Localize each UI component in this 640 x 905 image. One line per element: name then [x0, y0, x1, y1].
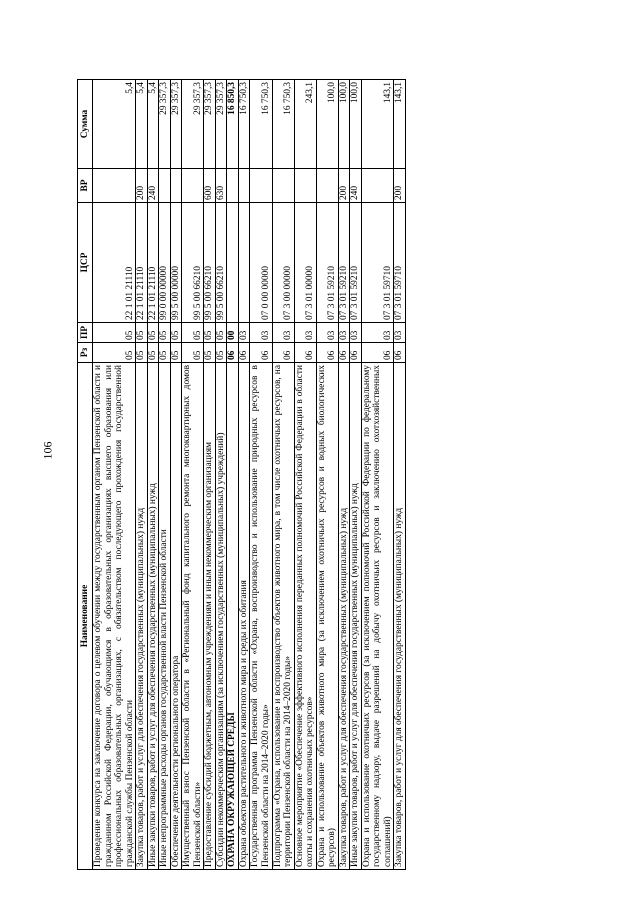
cell-rz: 06: [227, 343, 239, 363]
cell-name: ОХРАНА ОКРУЖАЮЩЕЙ СРЕДЫ: [227, 363, 239, 870]
cell-rz: 05: [147, 343, 159, 363]
cell-vr: [182, 169, 204, 203]
cell-sum: 29 357,3: [215, 80, 227, 169]
cell-sum: 16 750,3: [238, 80, 250, 169]
cell-vr: [170, 169, 182, 203]
cell-sum: 100,0: [316, 80, 338, 169]
cell-csr: 07 3 00 00000: [272, 203, 294, 323]
cell-vr: [316, 169, 338, 203]
cell-pr: 03: [394, 323, 406, 343]
cell-rz: 06: [238, 343, 250, 363]
cell-vr: [159, 169, 171, 203]
cell-sum: 29 357,3: [182, 80, 204, 169]
rotated-table-container: [77, 80, 563, 870]
cell-name: Основное мероприятие «Обеспечение эффективного исполнения переданных полномочий Российской Федерации в области охоты и сохранения охотничьих ресурсов»: [294, 363, 316, 870]
table-row: [294, 80, 316, 870]
cell-vr: 240: [350, 169, 362, 203]
cell-pr: 05: [159, 323, 171, 343]
cell-sum: 143,1: [361, 80, 394, 169]
cell-sum: 100,0: [350, 80, 362, 169]
cell-name: Охрана и использование охотничьих ресурсов (за исключением полномочий Российской Федерации по федеральному государственному надзору, выдаче разрешений на добычу охотничьих ресурсов и заключению охотхозяйственных соглашений): [361, 363, 394, 870]
table-row: [316, 80, 338, 870]
cell-csr: 07 0 00 00000: [250, 203, 272, 323]
cell-name: Закупка товаров, работ и услуг для обеспечения государственных (муниципальных) нужд: [136, 363, 148, 870]
cell-name: Охрана объектов растительного и животного мира и среды их обитания: [238, 363, 250, 870]
cell-name: Субсидии некоммерческим организациям (за исключением государственных (муниципальных) учреждений): [215, 363, 227, 870]
cell-pr: 05: [170, 323, 182, 343]
cell-sum: 243,1: [294, 80, 316, 169]
cell-pr: 03: [361, 323, 394, 343]
cell-csr: 22 1 01 21110: [136, 203, 148, 323]
table-row: [394, 80, 406, 870]
table-row: [147, 80, 159, 870]
cell-rz: 05: [170, 343, 182, 363]
cell-pr: 03: [250, 323, 272, 343]
cell-name: Обеспечение деятельности регионального оператора: [170, 363, 182, 870]
cell-sum: 5,4: [93, 80, 136, 169]
cell-csr: 99 5 00 66210: [204, 203, 216, 323]
cell-vr: [250, 169, 272, 203]
header-pr: ПР: [78, 323, 93, 343]
table-row: [350, 80, 362, 870]
cell-vr: 240: [147, 169, 159, 203]
cell-vr: 200: [136, 169, 148, 203]
cell-csr: 99 5 00 66210: [215, 203, 227, 323]
cell-vr: [227, 169, 239, 203]
cell-csr: 07 3 01 59710: [361, 203, 394, 323]
cell-csr: [238, 203, 250, 323]
cell-pr: 05: [136, 323, 148, 343]
cell-vr: [93, 169, 136, 203]
cell-name: Закупка товаров, работ и услуг для обеспечения государственных (муниципальных) нужд: [338, 363, 350, 870]
cell-vr: 600: [204, 169, 216, 203]
cell-rz: 05: [159, 343, 171, 363]
cell-sum: 16 850,3: [227, 80, 239, 169]
table-row: [182, 80, 204, 870]
cell-sum: 143,1: [394, 80, 406, 169]
cell-vr: [272, 169, 294, 203]
table-row: [227, 80, 239, 870]
cell-name: Предоставление субсидий бюджетным, автономным учреждениям и иным некоммерческим организациям: [204, 363, 216, 870]
cell-sum: 29 357,3: [159, 80, 171, 169]
cell-sum: 16 750,3: [272, 80, 294, 169]
cell-rz: 06: [361, 343, 394, 363]
cell-vr: [361, 169, 394, 203]
cell-rz: 05: [204, 343, 216, 363]
cell-sum: 5,4: [147, 80, 159, 169]
cell-sum: 29 357,3: [170, 80, 182, 169]
cell-pr: 03: [238, 323, 250, 343]
table-body: [93, 80, 406, 870]
table-row: [250, 80, 272, 870]
cell-rz: 06: [272, 343, 294, 363]
cell-rz: 06: [350, 343, 362, 363]
cell-pr: 00: [227, 323, 239, 343]
table-row: [159, 80, 171, 870]
cell-name: Иные закупки товаров, работ и услуг для обеспечения государственных (муниципальных) нужд: [350, 363, 362, 870]
header-name: Наименование: [78, 363, 93, 870]
table-row: [93, 80, 136, 870]
cell-vr: 630: [215, 169, 227, 203]
cell-csr: 07 3 01 59210: [338, 203, 350, 323]
cell-csr: 07 3 01 59210: [316, 203, 338, 323]
cell-csr: 07 3 01 00000: [294, 203, 316, 323]
cell-name: Проведение конкурса на заключение договора о целевом обучении между государственным органом Пензенской области и гражданином Российской Федерации, обучающимся в образовательных организациях высшего образования или профессиональных образовательных организациях, с обязательством последующего прохождения государственной гражданской службы Пензенской области: [93, 363, 136, 870]
header-sum: Сумма: [78, 80, 93, 169]
cell-name: Закупка товаров, работ и услуг для обеспечения государственных (муниципальных) нужд: [394, 363, 406, 870]
cell-csr: 07 3 01 59710: [394, 203, 406, 323]
cell-name: Подпрограмма «Охрана, использование и воспроизводство объектов животного мира, в том числе охотничьих ресурсов, на территории Пензенской области на 2014–2020 годы»: [272, 363, 294, 870]
cell-sum: 100,0: [338, 80, 350, 169]
table-row: [170, 80, 182, 870]
cell-rz: 05: [136, 343, 148, 363]
cell-name: Иные непрограммные расходы органов государственной власти Пензенской области: [159, 363, 171, 870]
page-number: 106: [40, 441, 55, 460]
cell-csr: 99 5 00 66210: [182, 203, 204, 323]
cell-vr: [238, 169, 250, 203]
cell-csr: 22 1 01 21110: [93, 203, 136, 323]
cell-name: Иные закупки товаров, работ и услуг для обеспечения государственных (муниципальных) нужд: [147, 363, 159, 870]
cell-pr: 03: [338, 323, 350, 343]
cell-vr: 200: [338, 169, 350, 203]
cell-vr: 200: [394, 169, 406, 203]
cell-rz: 06: [338, 343, 350, 363]
table-row: [136, 80, 148, 870]
table-row: [338, 80, 350, 870]
cell-pr: 03: [294, 323, 316, 343]
cell-rz: 05: [93, 343, 136, 363]
cell-rz: 06: [394, 343, 406, 363]
cell-rz: 06: [316, 343, 338, 363]
cell-name: Охрана и использование объектов животного мира (за исключением охотничьих ресурсов и водных биологических ресурсов): [316, 363, 338, 870]
header-vr: ВР: [78, 169, 93, 203]
cell-pr: 03: [272, 323, 294, 343]
cell-name: Государственная программа Пензенской области «Охрана, воспроизводство и использование природных ресурсов в Пензенской области на 2014–2020 годы»: [250, 363, 272, 870]
cell-sum: 16 750,3: [250, 80, 272, 169]
cell-name: Имущественный взнос Пензенской области в «Региональный фонд капитального ремонта многоквартирных домов Пензенской области»: [182, 363, 204, 870]
cell-sum: 29 357,3: [204, 80, 216, 169]
cell-csr: 99 5 00 00000: [170, 203, 182, 323]
cell-pr: 03: [350, 323, 362, 343]
table-row: [215, 80, 227, 870]
cell-sum: 5,4: [136, 80, 148, 169]
cell-pr: 05: [147, 323, 159, 343]
cell-csr: 22 1 01 21110: [147, 203, 159, 323]
cell-csr: [227, 203, 239, 323]
table-header-row: [78, 80, 93, 870]
cell-pr: 05: [182, 323, 204, 343]
cell-csr: 07 3 01 59210: [350, 203, 362, 323]
cell-rz: 05: [182, 343, 204, 363]
cell-vr: [294, 169, 316, 203]
cell-pr: 05: [204, 323, 216, 343]
cell-csr: 99 0 00 00000: [159, 203, 171, 323]
cell-pr: 05: [93, 323, 136, 343]
table-row: [204, 80, 216, 870]
cell-pr: 05: [215, 323, 227, 343]
table-row: [272, 80, 294, 870]
header-csr: ЦСР: [78, 203, 93, 323]
cell-rz: 05: [215, 343, 227, 363]
cell-rz: 06: [250, 343, 272, 363]
budget-table: [77, 79, 406, 870]
header-rz: Рз: [78, 343, 93, 363]
cell-rz: 06: [294, 343, 316, 363]
table-row: [361, 80, 394, 870]
cell-pr: 03: [316, 323, 338, 343]
table-row: [238, 80, 250, 870]
